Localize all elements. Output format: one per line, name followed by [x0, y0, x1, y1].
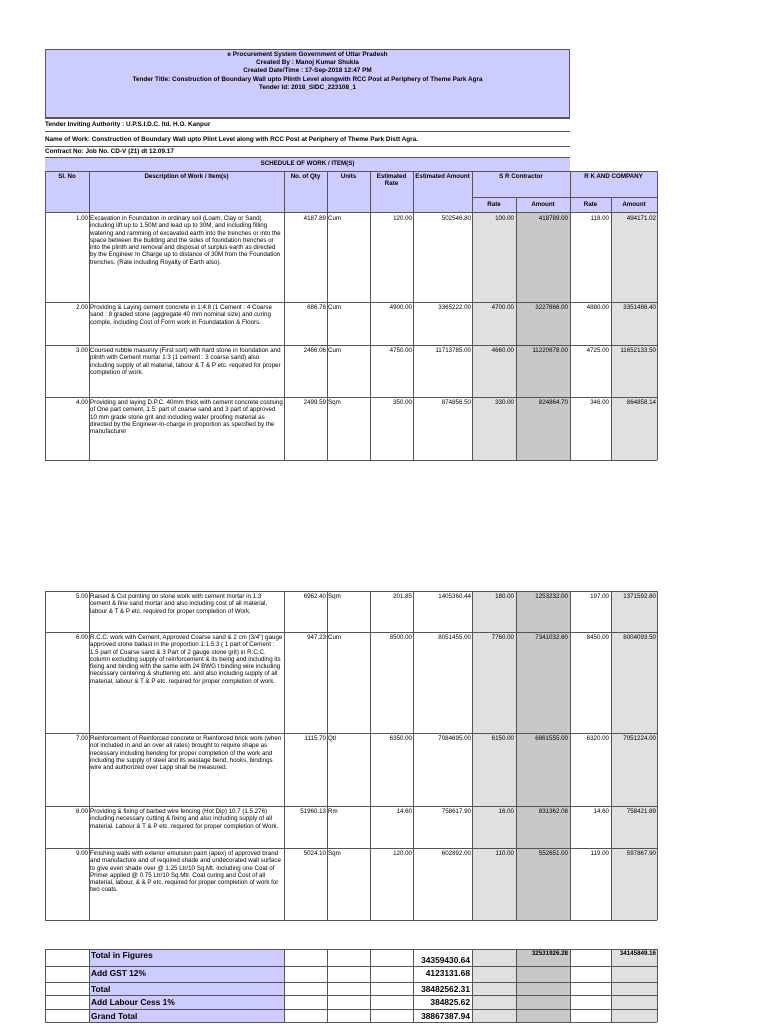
row-quantity: 51960.13 — [300, 808, 326, 815]
totals-shade — [472, 949, 516, 1022]
row-c1-amount: 6861555.00 — [535, 735, 568, 742]
grid-line — [370, 949, 371, 1022]
row-sl-no: 7.00 — [75, 735, 88, 742]
grid-line — [327, 591, 328, 920]
row-estimated-rate: 4750.00 — [389, 347, 412, 354]
contractor-2-total: 34145849.16 — [619, 950, 656, 957]
row-c1-amount: 552651.00 — [538, 850, 568, 857]
grid-line — [516, 949, 517, 1022]
grid-line — [89, 949, 90, 1022]
row-description: Finishing walls with exterior emulsion paint (apex) of approved brand and manufacture and of required shade and undecorated wall surface to give even shade over @ 1.25 Ltr/10 Sq.Mt. including one Coat of Primer applied @ 0.75 Ltr/10 Sq.Mtr. Coat curing and Cost of all material, labour, & & P etc. required for proper completion of work for two coats. — [90, 850, 281, 894]
grid-line — [45, 806, 657, 807]
row-c2-rate: 119.00 — [590, 850, 609, 857]
column-header-description: Description of Work / Item(s) — [144, 173, 229, 180]
column-header-estimated-rate: Estimated Rate — [376, 173, 407, 188]
row-description: Providing & Laying cement concrete in 1:4:8 (1 Cement : 4 Coarse sand : 8 graded stone (aggregate 40 mm nominal size) and curing comple, including Cost of Form work in Foundatation & Floors. — [90, 304, 272, 326]
grid-line — [45, 966, 657, 967]
row-c2-rate: 4880.00 — [586, 304, 609, 311]
grid-line — [45, 212, 46, 460]
row-sl-no: 8.00 — [75, 808, 88, 815]
column-header-c1-rate: Rate — [487, 201, 501, 208]
grid-line — [472, 171, 473, 212]
grid-line — [370, 212, 371, 460]
grid-line — [611, 949, 612, 1022]
row-c2-amount: 3351486.40 — [623, 304, 656, 311]
column-header-c1-amount: Amount — [531, 201, 555, 208]
column-header-quantity: No. of Qty — [290, 173, 321, 180]
row-c1-rate: 6150.00 — [491, 735, 514, 742]
header-tender-title: Tender Title: Construction of Boundary Wall upto Plinth Level alongwith RCC Post at Periphery of Theme Park Agra — [132, 75, 483, 83]
grid-line — [327, 212, 328, 460]
row-units: Qtl — [328, 735, 336, 742]
totals-label: Total in Figures — [91, 950, 153, 960]
totals-value: 38482562.31 — [421, 984, 470, 994]
row-c2-rate: 197.00 — [590, 593, 609, 600]
row-units: Sqm — [328, 399, 341, 406]
grid-line — [413, 171, 414, 212]
grid-line — [284, 591, 285, 920]
row-c2-amount: 1371592.80 — [623, 593, 656, 600]
row-c1-amount: 7341032.60 — [535, 634, 568, 641]
grid-line — [611, 591, 612, 920]
row-c2-rate: 346.00 — [590, 399, 609, 406]
grid-line — [45, 1009, 657, 1010]
grid-line — [45, 920, 657, 921]
grid-line — [657, 949, 658, 1022]
grid-line — [472, 949, 473, 1022]
row-quantity: 686.78 — [307, 304, 326, 311]
grid-line — [284, 212, 285, 460]
grid-line — [45, 460, 657, 461]
row-estimated-amount: 874856.50 — [441, 399, 471, 406]
grid-line — [327, 949, 328, 1022]
grid-line — [45, 345, 657, 346]
row-description: Coursed rubble masonry (First sort) with hard stone in foundation and plinth with Cement mortar 1:3 (1 cement : 3 coarse sand) also including supply of all material, labour & T & P etc. required for proper completion of work. — [90, 347, 281, 376]
row-estimated-amount: 8051455.00 — [438, 634, 471, 641]
header-line-1: e Procurement System Government of Uttar Pradesh — [227, 51, 388, 58]
contract-number: Contract No: Job No. CD-V (21) dt 12.09.17 — [45, 148, 174, 155]
row-c2-amount: 8004093.50 — [623, 634, 656, 641]
row-c2-amount: 494171.02 — [626, 215, 656, 222]
row-estimated-rate: 8500.00 — [389, 634, 412, 641]
grid-line — [45, 591, 46, 920]
row-quantity: 6962.40 — [303, 593, 326, 600]
header-line-2: Created By : Manoj Kumar Shukla — [256, 59, 359, 67]
row-estimated-rate: 350.00 — [393, 399, 412, 406]
grid-line — [89, 171, 90, 212]
row-estimated-rate: 120.00 — [393, 850, 412, 857]
row-c1-rate: 4700.00 — [491, 304, 514, 311]
row-c1-amount: 11220678.00 — [532, 347, 568, 354]
grid-line — [45, 733, 657, 734]
grid-line — [89, 591, 90, 920]
grid-line — [413, 591, 414, 920]
grid-line — [570, 591, 571, 920]
row-quantity: 2499.59 — [303, 399, 326, 406]
grid-line — [370, 591, 371, 920]
grid-line — [45, 1022, 657, 1023]
row-quantity: 1115.70 — [304, 735, 326, 742]
row-quantity: 5024.10 — [303, 850, 326, 857]
totals-label: Add GST 12% — [91, 968, 146, 978]
grid-line — [472, 591, 473, 920]
grid-line — [45, 982, 657, 983]
row-description: Reinforcement of Reinforced concrete or Reinforced brick work (when not included in and an over all rates) brought to require shape as necessary including bending for proper completion of the work and including the supply of steel and its wastage bend, hooks, bindings wire and authorized over Lapp shall be measured. — [90, 735, 282, 772]
grid-line — [516, 197, 517, 212]
grid-line — [45, 302, 657, 303]
tender-authority: Tender Inviting Authority : U.P.S.I.D.C. ltd. H.O. Kanpur — [45, 121, 211, 128]
grid-line — [657, 171, 658, 212]
row-c2-rate: 4725.00 — [586, 347, 609, 354]
row-c1-amount: 418789.00 — [538, 215, 568, 222]
row-description: Excavation in Foundation in ordinary soil (Loam, Clay or Sand) including lift up to 1.50M and lead up to 30M, and including filling watering and ramming of excavated earth into the trenches or into the space between the building and the sides of foundation trenches or into the plinth and removal and disposal of surplus earth as directed by the Engineer In Charge up to distance of 30M from the Foundation trenches. (Rate including Royalty of Earth also). — [90, 215, 281, 266]
totals-value: 4123131.68 — [425, 968, 470, 978]
grid-line — [657, 212, 658, 460]
grid-line — [45, 632, 657, 633]
row-c2-rate: 8450.00 — [586, 634, 609, 641]
row-estimated-rate: 4900.00 — [389, 304, 412, 311]
row-description: Providing and laying D.P.C. 40mm thick with cement concrete costsing of One part cement, 1.5: part of coarse sand and 3 part of approved 10 mm grade stone grit and including water proofing material as directed by the Engineer-In-charge in proportion as specified by the manufacturer — [90, 399, 283, 436]
schedule-title: SCHEDULE OF WORK / ITEM(S) — [45, 158, 570, 171]
row-c1-rate: 110.00 — [495, 850, 514, 857]
totals-value: 34359430.64 — [421, 955, 470, 965]
grid-line — [472, 197, 657, 198]
row-c1-rate: 16.00 — [498, 808, 514, 815]
document-header — [45, 49, 570, 118]
totals-label: Total — [91, 984, 111, 994]
row-sl-no: 3.00 — [75, 347, 88, 354]
grid-line — [611, 197, 612, 212]
column-header-c2-amount: Amount — [622, 201, 646, 208]
grid-line — [370, 171, 371, 212]
row-c2-rate: 6320.00 — [586, 735, 609, 742]
contractor-1-total: 32531926.28 — [531, 950, 568, 957]
row-sl-no: 6.00 — [75, 634, 88, 641]
row-estimated-rate: 120.00 — [393, 215, 412, 222]
row-c2-rate: 118.00 — [590, 215, 609, 222]
column-header-sl-no: Sl. No — [58, 173, 76, 180]
row-sl-no: 1.00 — [75, 215, 88, 222]
grid-line — [45, 397, 657, 398]
totals-label: Grand Total — [91, 1011, 138, 1021]
grid-line — [89, 212, 90, 460]
grid-line — [45, 591, 657, 592]
row-quantity: 2466.06 — [303, 347, 326, 354]
grid-line — [570, 212, 571, 460]
column-header-estimated-amount: Estimated Amount — [415, 173, 470, 180]
grid-line — [45, 848, 657, 849]
row-description: Providing & fixing of barbed wire fencing (Hot Dip) 10.7 (1.5.276) including necessary cutting & fixing and also including supply of all material. Labour & T & P etc. required for proper completion of Work. — [90, 808, 279, 830]
row-c1-rate: 4660.00 — [491, 347, 514, 354]
row-units: Cum — [328, 634, 342, 641]
row-c1-rate: 7760.00 — [491, 634, 514, 641]
row-c1-rate: 100.00 — [495, 215, 514, 222]
grid-line — [45, 212, 657, 213]
column-header-units: Units — [340, 173, 357, 180]
header-tender-id: Tender Id: 2018_SIDC_223108_1 — [258, 83, 357, 91]
grid-line — [570, 171, 571, 212]
row-estimated-amount: 1405360.44 — [438, 593, 471, 600]
column-header-contractor-2: R K AND COMPANY — [584, 173, 643, 180]
row-units: Rm — [328, 808, 338, 815]
row-c2-amount: 864858.14 — [626, 399, 656, 406]
grid-line — [45, 949, 46, 1022]
grid-line — [570, 949, 571, 1022]
row-c2-amount: 7051224.00 — [623, 735, 656, 742]
row-estimated-amount: 3365222.00 — [438, 304, 471, 311]
grid-line — [45, 171, 46, 212]
grid-line — [284, 171, 285, 212]
totals-label: Add Labour Cess 1% — [91, 997, 175, 1007]
column-header-contractor-1: S R Contractor — [499, 173, 543, 180]
row-c1-amount: 831362.08 — [538, 808, 568, 815]
grid-line — [45, 171, 657, 172]
row-description: Raised & Cut pointing on stone work with cement mortar in 1:3 cement & fine sand mortar and also including cost of all material, labour & T & P etc. required for proper completion of Work. — [90, 593, 268, 615]
row-c1-amount: 3227866.00 — [535, 304, 568, 311]
name-of-work: Name of Work: Construction of Boundary Wall upto Plint Level along with RCC Post at Periphery of Theme Park Distt Agra. — [45, 136, 418, 143]
row-c2-amount: 758421.89 — [626, 808, 656, 815]
row-quantity: 947.23 — [307, 634, 326, 641]
row-c2-rate: 14.60 — [593, 808, 609, 815]
grid-line — [611, 212, 612, 460]
grid-line — [45, 995, 657, 996]
row-c1-amount: 824864.70 — [538, 399, 568, 406]
grid-line — [413, 212, 414, 460]
row-estimated-amount: 502546.80 — [441, 215, 471, 222]
grid-line — [284, 949, 285, 1022]
row-estimated-amount: 7084695.00 — [438, 735, 471, 742]
row-c1-amount: 1253232.00 — [535, 593, 568, 600]
row-sl-no: 9.00 — [75, 850, 88, 857]
row-sl-no: 2.00 — [75, 304, 88, 311]
row-description: R.C.C. work with Cement, Approved Coarse sand & 2 cm (3/4") gauge approved stone ballast in the proportion 1:1.5:3 ( 1 part of Cement : 1.5 part of Coarse sand & 3 Part of 2 gauge stone grit) in R.C.C. column excluding supply of reinforcement & its being and including its fixing and binding with the same with 24 BWG t binding wire including necessary centering & shuttering etc. and also including supply of all material, labour & T & P etc. required for proper completion of work. — [90, 634, 283, 685]
row-estimated-amount: 602892.00 — [441, 850, 471, 857]
grid-line — [413, 949, 414, 1022]
row-units: Cum — [328, 347, 342, 354]
row-estimated-rate: 14.60 — [396, 808, 412, 815]
row-units: Cum — [328, 215, 342, 222]
row-c1-rate: 180.00 — [495, 593, 514, 600]
totals-value: 38867387.94 — [421, 1011, 470, 1021]
totals-value: 384825.62 — [430, 997, 470, 1007]
row-estimated-rate: 201.85 — [393, 593, 412, 600]
grid-line — [657, 591, 658, 920]
grid-line — [516, 591, 517, 920]
row-sl-no: 4.00 — [75, 399, 88, 406]
row-c1-rate: 330.00 — [495, 399, 514, 406]
row-estimated-rate: 6350.00 — [389, 735, 412, 742]
grid-line — [45, 949, 657, 950]
grid-line — [472, 212, 473, 460]
row-c2-amount: 11652133.50 — [620, 347, 656, 354]
row-estimated-amount: 11713785.00 — [435, 347, 471, 354]
row-units: Sqm — [328, 850, 341, 857]
grid-line — [516, 212, 517, 460]
row-units: Sqm — [328, 593, 341, 600]
row-quantity: 4187.89 — [303, 215, 326, 222]
row-units: Cum — [328, 304, 342, 311]
grid-line — [327, 171, 328, 212]
row-sl-no: 5.00 — [75, 593, 88, 600]
column-header-c2-rate: Rate — [583, 201, 598, 208]
row-c2-amount: 597867.90 — [626, 850, 656, 857]
row-estimated-amount: 758617.90 — [441, 808, 471, 815]
header-line-3: Created Date/Time : 17-Sep-2018 12:47 PM — [243, 67, 372, 75]
